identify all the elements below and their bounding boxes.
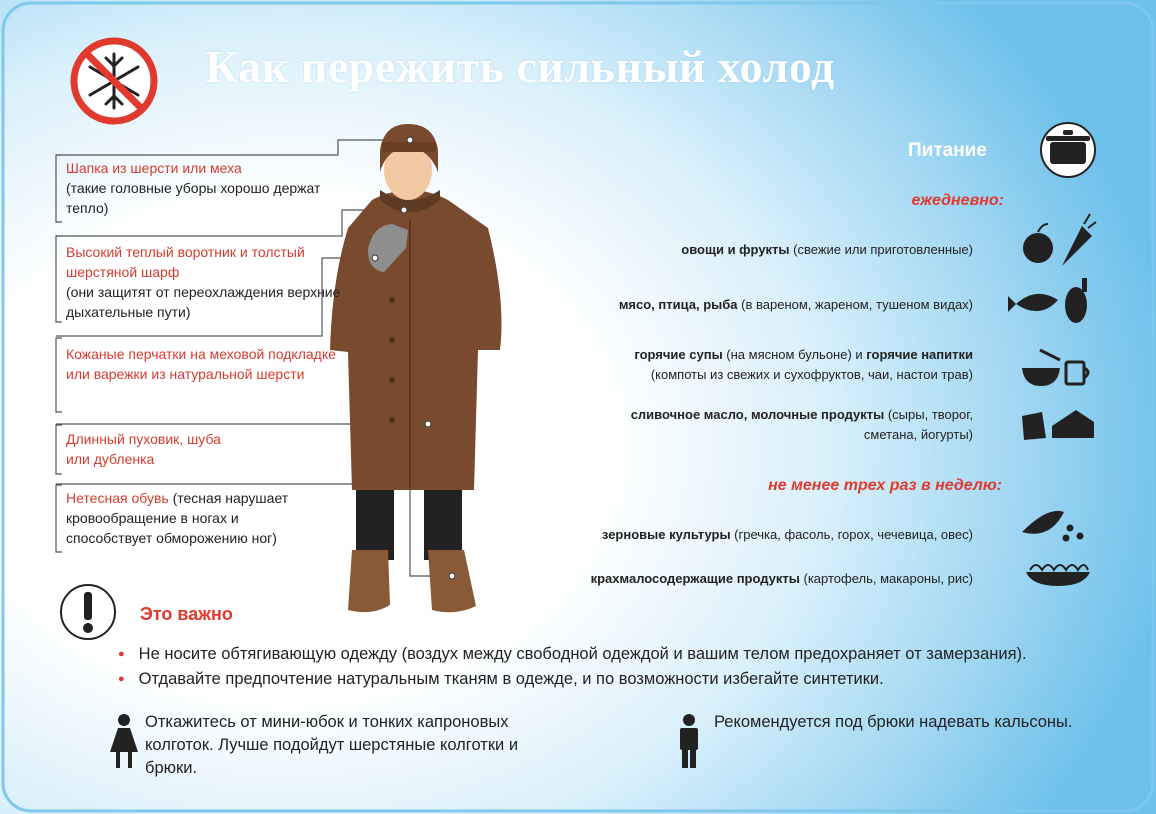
cooking-pot-icon <box>1041 123 1095 177</box>
caption-collar <box>66 242 346 322</box>
daily-item-dairy-bold: сливочное масло, молочные продукты <box>630 407 885 422</box>
daily-item-vegetables <box>681 240 973 260</box>
exclamation-icon <box>61 585 115 639</box>
no-snowflake-icon <box>74 41 154 121</box>
caption-brackets <box>56 155 62 552</box>
caption-gloves <box>66 344 346 384</box>
weekly-item-grains-bold: зерновые культуры <box>601 527 731 542</box>
daily-item-soups-rest: (на мясном бульоне) и <box>722 347 867 362</box>
peas-icon <box>1022 511 1084 542</box>
women-tip: Откажитесь от мини-юбок и тонких капроновых колготок. Лучше подойдут шерстяные колготки и брюки. <box>145 713 519 777</box>
daily-item-dairy <box>631 405 973 445</box>
caption-hat-note: (такие головные уборы хорошо держат тепло) <box>66 180 321 216</box>
woman-icon <box>110 714 138 768</box>
daily-item-soups-bold2: горячие напитки <box>866 347 973 362</box>
daily-label: ежедневно: <box>911 192 1004 209</box>
important-bullet-2: ● Отдавайте предпочтение натуральным тканям в одежде, и по возможности избегайте синтетики. <box>118 670 884 689</box>
milk-cheese-icon <box>1022 410 1094 440</box>
caption-hat <box>66 158 346 218</box>
fish-chicken-leg-icon <box>1008 278 1087 323</box>
soup-mug-icon <box>1022 350 1088 386</box>
weekly-item-starch-rest: (картофель, макароны, рис) <box>799 571 973 586</box>
daily-item-vegetables-rest: (свежие или приготовленные) <box>789 242 973 257</box>
daily-item-meat <box>619 295 973 315</box>
daily-item-dairy-rest: (сыры, творог, <box>884 407 973 422</box>
weekly-item-starch-bold: крахмалосодержащие продукты <box>590 571 800 586</box>
caption-coat-title: Длинный пуховик, шуба или дубленка <box>66 431 221 467</box>
daily-item-soups <box>634 345 973 385</box>
daily-item-vegetables-bold: овощи и фрукты <box>681 242 790 257</box>
caption-shoes-title: Нетесная обувь <box>66 490 169 506</box>
caption-shoes-note: (тесная нарушает кровообращение в ногах и способствует обморожению ног) <box>66 490 289 546</box>
caption-gloves-title: Кожаные перчатки на меховой подкладке или варежки из натуральной шерсти <box>66 346 336 382</box>
weekly-item-grains <box>602 525 973 545</box>
caption-hat-title: Шапка из шерсти или меха <box>66 160 242 176</box>
apple-carrot-icon <box>1023 214 1096 266</box>
weekly-item-starch <box>591 569 973 589</box>
caption-collar-title: Высокий теплый воротник и толстый шерстяной шарф <box>66 244 305 280</box>
page-title: Как пережить сильный холод <box>205 41 835 92</box>
daily-item-meat-bold: мясо, птица, рыба <box>618 297 738 312</box>
men-tip: Рекомендуется под брюки надевать кальсоны. <box>714 713 1073 731</box>
daily-item-dairy-line2: сметана, йогурты) <box>863 427 973 442</box>
important-bullet-1: ● Не носите обтягивающую одежду (воздух между свободной одеждой и вашим телом предохраняет от замерзания). <box>118 645 1027 664</box>
caption-coat <box>66 429 226 469</box>
pasta-bowl-icon <box>1026 565 1090 586</box>
important-heading: Это важно <box>140 604 233 624</box>
poster-frame <box>3 3 1153 811</box>
daily-item-meat-rest: (в вареном, жареном, тушеном видах) <box>737 297 973 312</box>
caption-collar-note: (они защитят от переохлаждения верхние дыхательные пути) <box>66 284 341 320</box>
daily-item-soups-line2: (компоты из свежих и сухофруктов, чаи, настои трав) <box>650 367 973 382</box>
daily-item-soups-bold: горячие супы <box>634 347 723 362</box>
caption-shoes <box>66 488 326 548</box>
nutrition-heading: Питание <box>908 140 987 161</box>
weekly-item-grains-rest: (гречка, фасоль, горох, чечевица, овес) <box>730 527 973 542</box>
man-in-winter-coat-illustration <box>330 124 502 612</box>
man-icon <box>680 714 698 768</box>
weekly-label: не менее трех раз в неделю: <box>768 477 1002 494</box>
